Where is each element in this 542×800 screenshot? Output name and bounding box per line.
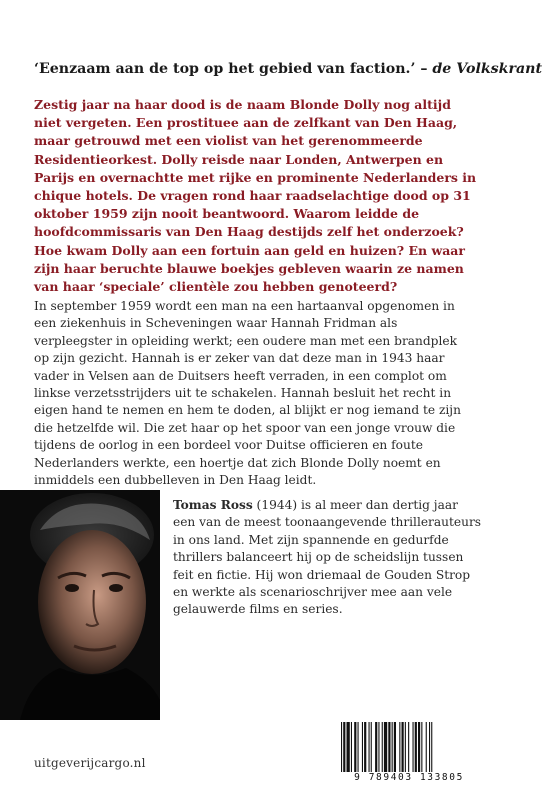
barcode-bar bbox=[371, 722, 372, 772]
barcode-bar bbox=[369, 722, 370, 772]
barcode-bar bbox=[343, 722, 345, 772]
barcode-bar bbox=[431, 722, 432, 772]
barcode-bar bbox=[378, 722, 379, 772]
summary-text: In september 1959 wordt een man na een hartaanval opgenomen in een ziekenhuis in Scheveningen waar Hannah Fridman als verpleegster in opleiding werkt; een oudere man met een brandplek op zijn gezicht. Hannah is er zeker van dat deze man in 1943 haar vader in Velsen aan de Duitsers heeft verraden, in een complot om linkse verzetsstrijders uit te schakelen. Hannah besluit het recht in eigen hand te nemen en hem te doden, al blijkt er nog iemand te zijn die hetzelfde wil. Die zet haar op het spoor van een jonge vrouw die tijdens de oorlog in een bordeel voor Duitse officieren en foute Nederlanders werkte, een hoertje dat zich Blonde Dolly noemt en inmiddels een dubbelleven in Den Haag leidt. bbox=[34, 299, 461, 488]
quote-text: ‘Eenzaam aan de top op het gebied van faction.’ – bbox=[34, 61, 433, 77]
barcode-bar bbox=[384, 722, 387, 772]
barcode-bar bbox=[408, 722, 409, 772]
author-photo bbox=[0, 490, 160, 720]
barcode-bar bbox=[375, 722, 377, 772]
barcode-bar bbox=[354, 722, 356, 772]
author-portrait-image bbox=[0, 490, 160, 720]
barcode-bar bbox=[347, 722, 350, 772]
author-bio bbox=[173, 497, 483, 619]
barcode-bar bbox=[421, 722, 422, 772]
barcode-bar bbox=[426, 722, 427, 772]
barcode-bar bbox=[392, 722, 393, 772]
barcode-image bbox=[333, 722, 485, 774]
barcode-bar bbox=[388, 722, 390, 772]
barcode-bar bbox=[358, 722, 359, 772]
barcode-bar bbox=[415, 722, 417, 772]
barcode-bar bbox=[418, 722, 420, 772]
barcode-bar bbox=[351, 722, 352, 772]
barcode-bar bbox=[341, 722, 342, 772]
press-quote bbox=[34, 60, 542, 78]
barcode-bar bbox=[405, 722, 406, 772]
barcode-bar bbox=[429, 722, 430, 772]
author-name: Tomas Ross bbox=[173, 498, 253, 512]
barcode-bar bbox=[382, 722, 383, 772]
author-bio-text: (1944) is al meer dan dertig jaar een van de meest toonaangevende thrillerauteurs in ons land. Met zijn spannende en gedurfde thrillers balanceert hij op de scheidslijn tussen feit en fictie. Hij won driemaal de Gouden Strop en werkte als scenarioschrijver mee aan vele gelauwerde films en series. bbox=[173, 498, 482, 617]
barcode-bar bbox=[394, 722, 396, 772]
barcode-bar bbox=[362, 722, 363, 772]
isbn-number: 9 789403 133805 bbox=[333, 772, 485, 783]
barcode-bar bbox=[413, 722, 414, 772]
barcode-bar bbox=[402, 722, 404, 772]
quote-source: de Volkskrant bbox=[432, 61, 542, 77]
blurb-text: Zestig jaar na haar dood is de naam Blonde Dolly nog altijd niet vergeten. Een prostituee aan de zelfkant van Den Haag, maar getrouwd met een violist van het gerenommeerde Residentieorkest. Dolly reisde naar Londen, Antwerpen en Parijs en overnachtte met rijke en prominente Nederlanders in chique hotels. De vragen rond haar raadselachtige dood op 31 oktober 1959 zijn nooit beantwoord. Waarom leidde de hoofdcommissaris van Den Haag destijds zelf het onderzoek? Hoe kwam Dolly aan een fortuin aan geld en huizen? En waar zijn haar beruchte blauwe boekjes gebleven waarin ze namen van haar ‘speciale’ clientèle zou hebben genoteerd? bbox=[34, 97, 477, 295]
barcode-bar bbox=[399, 722, 400, 772]
publisher-website[interactable]: uitgeverijcargo.nl bbox=[34, 756, 146, 770]
barcode-bar bbox=[364, 722, 366, 772]
